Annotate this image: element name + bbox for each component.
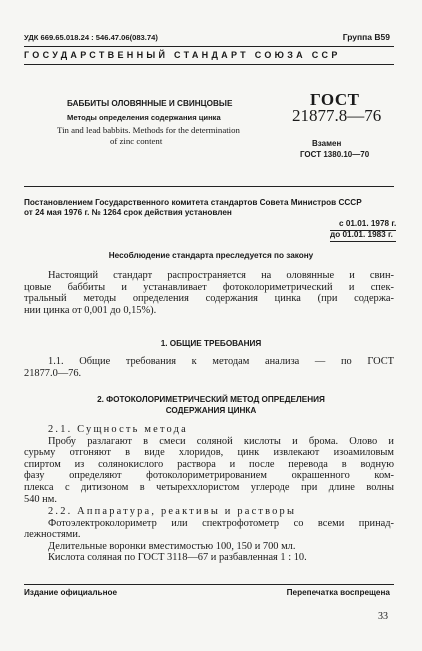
header-rule-top: [24, 46, 394, 47]
gost-number: 21877.8—76: [292, 106, 382, 125]
replaces-label: Взамен: [312, 139, 342, 148]
section-2-2: [24, 506, 394, 564]
subsection-2-2-line: Делительные воронки вместимостью 100, 150 и 700 мл.: [48, 540, 296, 552]
subsection-2-2-line: Кислота соляная по ГОСТ 3118—67 и разбавленная 1 : 10.: [48, 552, 307, 564]
section-1-line: 21877.0—76.: [24, 367, 82, 379]
section-2-heading-line2: СОДЕРЖАНИЯ ЦИНКА: [165, 406, 257, 415]
replaced-gost: ГОСТ 1380.10—70: [300, 150, 370, 159]
udk-code: УДК 669.65.018.24 : 546.47.06(083.74): [24, 33, 158, 42]
subsection-2-1-line: спиртом из солянокислого раствора и после перевода в водную: [24, 458, 394, 470]
section-2-1: [24, 424, 394, 505]
title-english-line2: of zinc content: [110, 136, 163, 146]
official-edition-label: Издание официальное: [24, 588, 118, 597]
state-standard-banner: ГОСУДАРСТВЕННЫЙ СТАНДАРТ СОЮЗА ССР: [24, 50, 341, 60]
decree-line-1: Постановлением Государственного комитета стандартов Совета Министров СССР: [24, 198, 362, 207]
law-notice: Несоблюдение стандарта преследуется по закону: [108, 251, 314, 260]
validity-date-from: с 01.01. 1978 г.: [339, 219, 397, 228]
subsection-2-1-line: сурьму отгоняют в виде хлоридов, цинк извлекают изоамиловым: [24, 447, 394, 459]
title-russian: БАББИТЫ ОЛОВЯННЫЕ И СВИНЦОВЫЕ: [67, 99, 233, 108]
subsection-2-1-line: 540 нм.: [24, 493, 57, 505]
intro-line: Настоящий стандарт распространяется на оловянные и свин-: [48, 270, 394, 281]
subsection-2-1-title: 2.1. Сущность метода: [48, 424, 188, 435]
intro-line: цовые баббиты и устанавливает фотоколориметрический и спек-: [24, 281, 394, 293]
reprint-prohibited-label: Перепечатка воспрещена: [286, 588, 390, 597]
group-code: Группа В59: [342, 32, 390, 42]
section-1-line: 1.1. Общие требования к методам анализа — по ГОСТ: [48, 356, 394, 367]
subsection-2-1-line: плекса с дитизоном в четыреххлористом углероде при длине волны: [24, 481, 394, 493]
subtitle-russian: Методы определения содержания цинка: [67, 113, 221, 122]
section-1-heading: 1. ОБЩИЕ ТРЕБОВАНИЯ: [160, 339, 262, 348]
subsection-2-1-line: фазу определяют фотоколориметрированием окрашенного ком-: [24, 470, 394, 482]
header-rule-bottom: [24, 64, 394, 65]
footer-rule: [24, 584, 394, 585]
subsection-2-2-line: Фотоэлектроколориметр или спектрофотометр со всеми принад-: [48, 517, 394, 529]
validity-date-to: до 01.01. 1983 г.: [330, 230, 393, 239]
subsection-2-2-line: лежностями.: [24, 529, 81, 541]
title-separator-rule: [24, 186, 394, 187]
subsection-2-1-line: Пробу разлагают в смеси соляной кислоты и брома. Олово и: [48, 435, 394, 447]
subsection-2-2-title: 2.2. Аппаратура, реактивы и растворы: [48, 506, 297, 517]
intro-line: тральный методы определения содержания цинка (при содержа-: [24, 293, 394, 305]
gost-label: ГОСТ: [310, 90, 360, 109]
intro-paragraph: [24, 270, 394, 316]
intro-line: нии цинка от 0,001 до 0,15%).: [24, 304, 157, 316]
section-1-paragraph: [24, 356, 394, 379]
decree-line-2: от 24 мая 1976 г. № 1264 срок действия установлен: [24, 208, 232, 217]
page-number: 33: [378, 611, 388, 622]
section-2-heading-line1: 2. ФОТОКОЛОРИМЕТРИЧЕСКИЙ МЕТОД ОПРЕДЕЛЕНИЯ: [97, 395, 325, 404]
date-rule-2: [330, 241, 396, 242]
title-english-line1: Tin and lead babbits. Methods for the determination: [57, 125, 240, 135]
